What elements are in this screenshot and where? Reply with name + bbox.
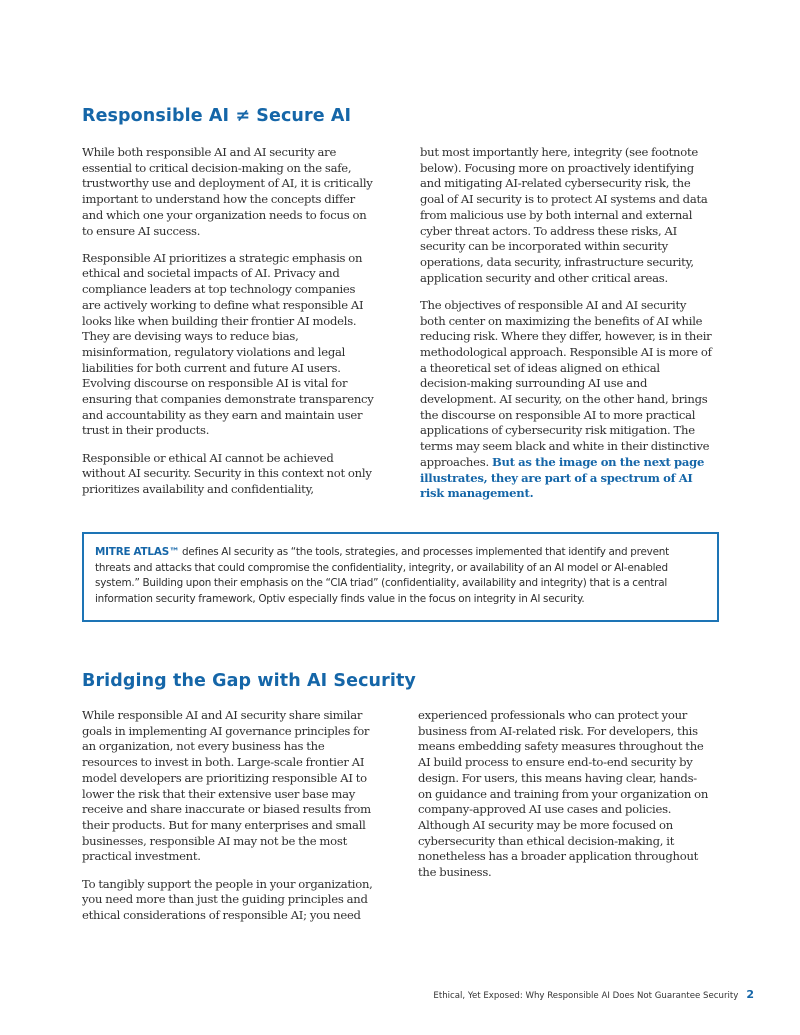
section1-left-column — [82, 145, 374, 498]
section2-left-column — [82, 708, 374, 924]
callout-brand: MITRE ATLAS™ — [95, 546, 180, 558]
paragraph: Responsible AI prioritizes a strategic emphasis on ethical and societal impacts of AI. Privacy and compliance leaders at top technology companies are actively working to define what responsible AI looks like when building their frontier AI models. They are devising ways to reduce bias, misinformation, regulatory violations and legal liabilities for both current and future AI users. Evolving discourse on responsible AI is vital for ensuring that companies demonstrate transparency and accountability as they earn and maintain user trust in their products. — [82, 250, 374, 438]
footer-title: Ethical, Yet Exposed: Why Responsible AI Does Not Guarantee Security — [433, 991, 739, 1001]
callout-text — [95, 545, 706, 607]
paragraph: While both responsible AI and AI security are essential to critical decision-making on the safe, trustworthy use and deployment of AI, it is critically important to understand how the concepts differ and which one your organization needs to focus on to ensure AI success. — [82, 145, 373, 238]
mitre-atlas-callout — [82, 532, 719, 622]
paragraph — [420, 298, 712, 502]
paragraph: but most importantly here, integrity (see footnote below). Focusing more on proactively identifying and mitigating AI-related cybersecurity risk, the goal of AI security is to protect AI systems and data from malicious use by both internal and external cyber threat actors. To address these risks, AI security can be incorporated within security operations, data security, infrastructure security, application security and other critical areas. — [420, 145, 708, 285]
page-footer — [433, 988, 754, 1001]
page-number: 2 — [746, 988, 754, 1001]
paragraph: Responsible or ethical AI cannot be achieved without AI security. Security in this context not only prioritizes availability and confidentiality, — [82, 450, 372, 497]
highlight-text: But as the image on the next page illustrates, they are part of a spectrum of AI risk management. — [420, 454, 705, 501]
callout-body: defines AI security as “the tools, strategies, and processes implemented that identify and prevent threats and attacks that could compromise the confidentiality, integrity, or availability of an AI model or AI-enabled system.” Building upon their emphasis on the “CIA triad” (confidentiality, availability and integrity) that is a central information security framework, Optiv especially finds value in the focus on integrity in AI security. — [95, 546, 670, 605]
paragraph-text: The objectives of responsible AI and AI security both center on maximizing the benefits of AI while reducing risk. Where they differ, however, is in their methodological approach. Responsible AI is more of a theoretical set of ideas aligned on ethical decision-making surrounding AI use and development. AI security, on the other hand, brings the discourse on responsible AI to more practical applications of cybersecurity risk mitigation. The terms may seem black and white in their distinctive approaches. — [420, 297, 712, 469]
section1-right-column — [420, 145, 712, 502]
paragraph: experienced professionals who can protect your business from AI-related risk. For developers, this means embedding safety measures throughout the AI build process to ensure end-to-end security by design. For users, this means having clear, hands-on guidance and training from your organization on company-approved AI use cases and policies. Although AI security may be more focused on cybersecurity than ethical decision-making, it nonetheless has a broader application throughout the business. — [418, 708, 709, 880]
paragraph: While responsible AI and AI security share similar goals in implementing AI governance principles for an organization, not every business has the resources to invest in both. Large-scale frontier AI model developers are prioritizing responsible AI to lower the risk that their extensive user base may receive and share inaccurate or biased results from their products. But for many enterprises and small businesses, responsible AI may not be the most practical investment. — [82, 708, 371, 864]
paragraph: To tangibly support the people in your organization, you need more than just the guiding principles and ethical considerations of responsible AI; you need — [82, 876, 373, 922]
section2-right-column — [418, 708, 710, 881]
section-heading-bridging-gap: Bridging the Gap with AI Security — [82, 671, 416, 691]
section-heading-responsible-ai: Responsible AI ≠ Secure AI — [82, 106, 352, 126]
